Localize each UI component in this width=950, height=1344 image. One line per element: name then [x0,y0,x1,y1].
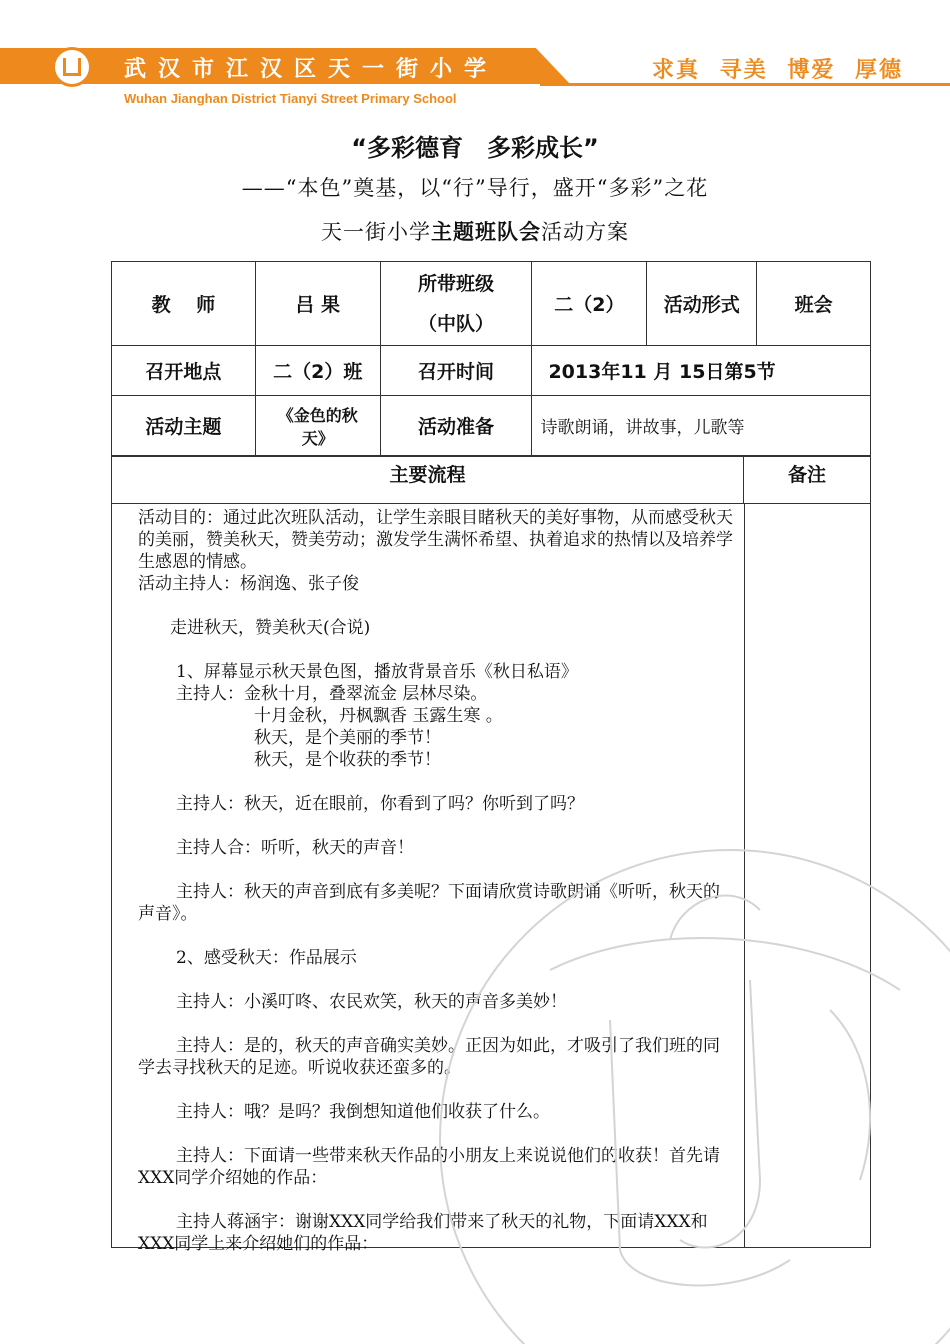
school-name-cn: 武汉市江汉区天一街小学 [124,57,499,82]
theme-label: 活动主题 [112,396,256,456]
plan-title [0,216,950,246]
flow-line: 主持人合：听听，秋天的声音！ [176,838,414,858]
class-label-line1: 所带班级 [418,272,495,295]
school-logo-icon [52,47,92,87]
flow-line: 走进秋天，赞美秋天(合说) [170,618,371,638]
flow-line: 主持人：小溪叮咚、农民欢笑，秋天的声音多美妙！ [176,992,567,1012]
info-table [111,261,871,456]
note-header: 备注 [744,457,870,504]
flow-line: 秋天，是个美丽的季节！ [254,728,441,748]
flow-line: 主持人：下面请一些带来秋天作品的小朋友上来说说他们的收获！首先请XXX同学介绍她的作品： [138,1146,720,1188]
plan-title-suffix: 活动方案 [541,220,629,244]
flow-line: 秋天，是个收获的季节！ [254,750,441,770]
school-banner [0,0,950,115]
flow-line: 主持人：金秋十月，叠翠流金 层林尽染。 [176,684,488,704]
watermark-logo-icon [430,820,950,1344]
flow-line: 主持人：是的，秋天的声音确实美妙。正因为如此，才吸引了我们班的同学去寻找秋天的足迹。听说收获还蛮多的。 [138,1036,720,1078]
prep-value: 诗歌朗诵，讲故事，儿歌等 [532,396,871,456]
flow-line: 十月金秋，丹枫飘香 玉露生寒 。 [254,706,503,726]
plan-title-bold: 主题班队会 [431,219,541,244]
flow-line: 活动目的：通过此次班队活动，让学生亲眼目睹秋天的美好事物，从而感受秋天的美丽，赞美秋天，赞美劳动；激发学生满怀希望、执着追求的热情以及培养学生感恩的情感。 [138,508,733,572]
info-row-3 [112,396,871,456]
school-motto: 求真 寻美 博爱 厚德 [652,58,903,83]
place-value: 二（2）班 [255,346,380,396]
plan-title-prefix: 天一街小学 [321,220,431,244]
prep-label: 活动准备 [380,396,532,456]
flow-line: 2、感受秋天：作品展示 [176,948,357,968]
time-label: 召开时间 [380,346,532,396]
flow-line: 主持人：秋天的声音到底有多美呢？下面请欣赏诗歌朗诵《听听，秋天的声音》。 [138,882,720,924]
school-name-en: Wuhan Jianghan District Tianyi Street Primary School [124,91,457,106]
sub-title: ——“本色”奠基，以“行”导行，盛开“多彩”之花 [241,176,709,200]
flow-header: 主要流程 [112,457,744,504]
class-label [380,262,532,346]
teacher-label: 教 师 [112,262,256,346]
flow-line: 1、屏幕显示秋天景色图，播放背景音乐《秋日私语》 [176,662,578,682]
class-label-line2: （中队） [418,312,495,335]
flow-line: 主持人蒋涵宇：谢谢XXX同学给我们带来了秋天的礼物，下面请XXX和XXX同学上来介绍她们的作品： [138,1212,708,1254]
info-row-1 [112,262,871,346]
theme-value: 《金色的秋天》 [255,396,380,456]
time-value: 2013年11 月 15日第5节 [532,346,871,396]
flow-line: 主持人：哦？是吗？我倒想知道他们收获了什么。 [176,1102,550,1122]
flow-line: 活动主持人：杨润逸、张子俊 [138,574,359,594]
form-value: 班会 [757,262,871,346]
form-label: 活动形式 [647,262,757,346]
place-label: 召开地点 [112,346,256,396]
main-title: “多彩德育 多彩成长” [351,134,599,162]
class-value: 二（2） [532,262,647,346]
info-row-2 [112,346,871,396]
flow-line: 主持人：秋天，近在眼前，你看到了吗？你听到了吗？ [176,794,584,814]
teacher-value: 吕 果 [255,262,380,346]
